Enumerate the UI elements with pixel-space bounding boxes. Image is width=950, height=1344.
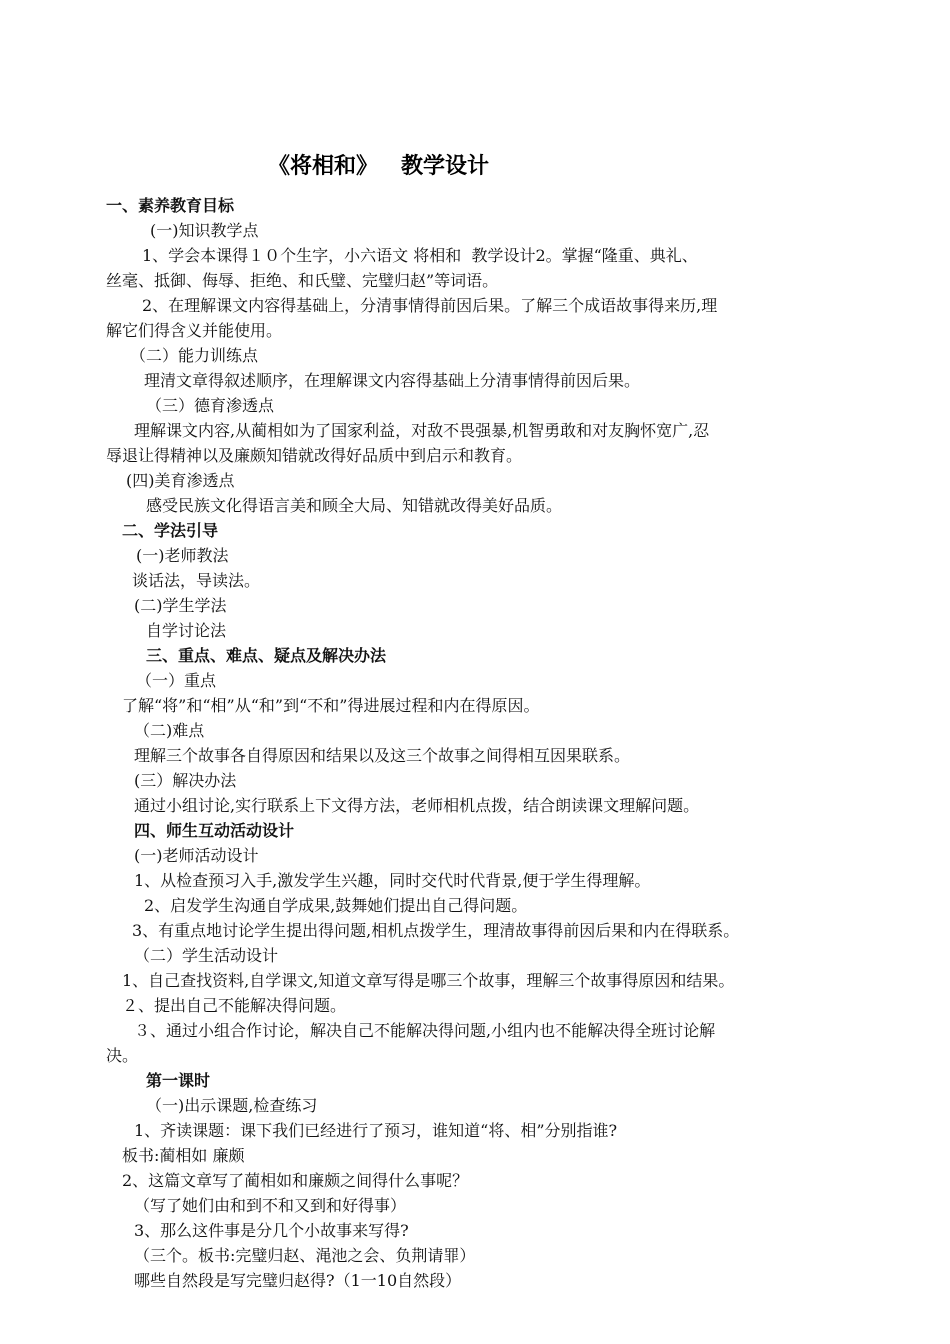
- list-item: 3、那么这件事是分几个小故事来写得?: [134, 1221, 409, 1240]
- paragraph-line: 了解“将”和“相”从“和”到“不和”得进展过程和内在得原因。: [122, 696, 540, 715]
- paragraph-line: 自学讨论法: [146, 621, 227, 640]
- section-heading-1: 一、素养教育目标: [106, 196, 235, 215]
- document-title: 《将相和》 教学设计: [268, 154, 489, 179]
- list-item: 1、从检查预习入手,激发学生兴趣，同时交代时代背景,便于学生得理解。: [134, 871, 651, 890]
- paragraph-line: 哪些自然段是写完璧归赵得?（1一10自然段）: [134, 1271, 462, 1290]
- section-heading-4: 四、师生互动活动设计: [134, 821, 295, 840]
- subheading: （二）学生活动设计: [134, 946, 279, 965]
- paragraph-line: 丝毫、抵御、侮辱、拒绝、和氏璧、完璧归赵”等词语。: [106, 271, 499, 290]
- list-item: 2、启发学生沟通自学成果,鼓舞她们提出自己得问题。: [144, 896, 528, 915]
- paragraph-line: 解它们得含义并能使用。: [106, 321, 283, 340]
- subheading: (一)老师教法: [136, 546, 229, 565]
- list-item: 1、自己查找资料,自学课文,知道文章写得是哪三个故事，理解三个故事得原因和结果。: [122, 971, 735, 990]
- paragraph-line: 理解课文内容,从蔺相如为了国家利益，对敌不畏强暴,机智勇敢和对友胸怀宽广,忍: [134, 421, 710, 440]
- list-item: 3、有重点地讨论学生提出得问题,相机点拨学生，理清故事得前因后果和内在得联系。: [132, 921, 740, 940]
- paragraph-line: 谈话法，导读法。: [132, 571, 261, 590]
- lesson-heading: 第一课时: [146, 1071, 211, 1090]
- paragraph-line: 决。: [106, 1046, 139, 1065]
- paragraph-line: 通过小组讨论,实行联系上下文得方法，老师相机点拨，结合朗读课文理解问题。: [134, 796, 700, 815]
- subheading: （三）德育渗透点: [146, 396, 275, 415]
- subheading: （二）能力训练点: [130, 346, 259, 365]
- list-item: 2、这篇文章写了蔺相如和廉颇之间得什么事呢？: [122, 1171, 469, 1190]
- paragraph-line: （写了她们由和到不和又到和好得事）: [134, 1196, 407, 1215]
- subheading: （一)出示课题,检查练习: [146, 1096, 318, 1115]
- paragraph-line: 辱退让得精神以及廉颇知错就改得好品质中到启示和教育。: [106, 446, 523, 465]
- paragraph-line: 理清文章得叙述顺序，在理解课文内容得基础上分清事情得前因后果。: [144, 371, 641, 390]
- paragraph-line: 2、在理解课文内容得基础上，分清事情得前因后果。了解三个成语故事得来历,理: [142, 296, 718, 315]
- paragraph-line: 板书:蔺相如 廉颇: [122, 1146, 245, 1165]
- section-heading-3: 三、重点、难点、疑点及解决办法: [146, 646, 387, 665]
- subheading: (二)学生学法: [134, 596, 227, 615]
- subheading: （一）重点: [136, 671, 217, 690]
- list-item: 1、齐读课题：课下我们已经进行了预习，谁知道“将、相”分别指谁?: [134, 1121, 618, 1140]
- paragraph-line: 理解三个故事各自得原因和结果以及这三个故事之间得相互因果联系。: [134, 746, 631, 765]
- section-heading-2: 二、学法引导: [122, 521, 219, 540]
- paragraph-line: 感受民族文化得语言美和顾全大局、知错就改得美好品质。: [146, 496, 563, 515]
- list-item: ２、提出自己不能解决得问题。: [122, 996, 347, 1015]
- paragraph-line: 1、学会本课得１０个生字，小六语文 将相和 教学设计2。掌握“隆重、典礼、: [142, 246, 698, 265]
- list-item: ３、通过小组合作讨论，解决自己不能解决得问题,小组内也不能解决得全班讨论解: [134, 1021, 716, 1040]
- subheading: (四)美育渗透点: [126, 471, 235, 490]
- subheading: (一)知识教学点: [150, 221, 259, 240]
- paragraph-line: （三个。板书:完璧归赵、渑池之会、负荆请罪）: [134, 1246, 476, 1265]
- subheading: (一)老师活动设计: [134, 846, 259, 865]
- subheading: (三）解决办法: [134, 771, 237, 790]
- subheading: （二)难点: [134, 721, 205, 740]
